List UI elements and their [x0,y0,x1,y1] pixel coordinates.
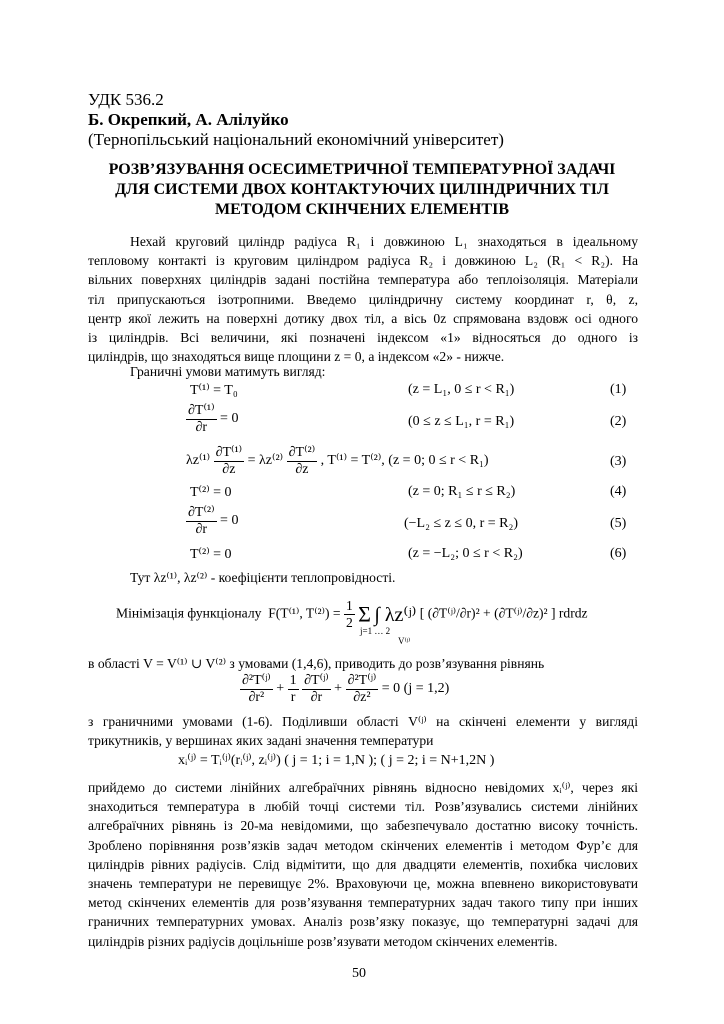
eq3-frac2-top: ∂T⁽²⁾ [288,445,316,460]
intro-line-4: тіл припускаються ізотропними. Введемо циліндричну систему координат r, θ, z, [88,291,638,307]
eq3-frac2-bottom: ∂z [295,462,309,477]
title-line-3: МЕТОДОМ СКІНЧЕНИХ ЕЛЕМЕНТІВ [215,201,509,218]
mesh-line-1: з граничними умовами (1-6). Поділивши області V⁽ʲ⁾ на скінчені елементи у вигляді [88,714,638,729]
laplace-equation [240,672,449,706]
mesh-formula: xᵢ⁽ʲ⁾ = Tᵢ⁽ʲ⁾(rᵢ⁽ʲ⁾, zᵢ⁽ʲ⁾) ( j = 1; i = 1,N ); ( j = 2; i = N+1,2N ) [178,753,495,768]
functional-half-bottom: 2 [345,615,353,630]
equation-2 [186,402,238,436]
lap-t3-top: ∂T⁽ʲ⁾ [304,673,329,688]
conclusion-line-3: алгебраїчних рівнянь із 20-ма невідомими, що забезпечувало достатню високу точність. [88,818,638,834]
lap-t2-bottom: r [290,689,296,705]
equation-6-number: (6) [610,546,627,561]
conclusion-line-6: значень температури не перевищує 2%. Враховуючи це, можна впевнено використовувати [88,876,638,892]
intro-line-6: із циліндрів. Всі величини, які позначені індексом «1» відносяться до одного із [88,330,638,346]
equation-5 [186,504,238,538]
conclusion-line-4: Зроблено порівняння розв’язків задач методом скінчених елементів і методом Фур’є для [88,837,638,853]
conclusion-line-9: циліндрів різних радіусів доцільніше розв’язувати методом скінчених елементів. [88,933,558,949]
equation-4-condition: (z = 0; R₁ ≤ r ≤ R₂) [408,484,516,499]
equation-6-condition: (z = −L₂; 0 ≤ r < R₂) [408,546,523,561]
lap-t4-top: ∂²T⁽ʲ⁾ [347,673,377,688]
functional-bracket: [ (∂T⁽ʲ⁾/∂r)² + (∂T⁽ʲ⁾/∂z)² ] rdrdz [419,605,588,621]
equation-3 [186,444,489,478]
equation-1-condition: (z = L₁, 0 ≤ r < R₁) [408,382,515,397]
equation-1-number: (1) [610,382,627,397]
integral-domain: V⁽ʲ⁾ [398,636,411,646]
equation-4-number: (4) [610,484,627,499]
conclusion-paragraph [88,778,638,951]
title-line-1: РОЗВ’ЯЗУВАННЯ ОСЕСИМЕТРИЧНОЇ ТЕМПЕРАТУРНОЇ ЗАДАЧІ [108,161,616,178]
lap-t3-bottom: ∂r [310,690,323,705]
intro-line-3: вільних поверхнях циліндрів задані постійна температура або теплоізоляція. Матеріали [88,272,638,288]
lap-rhs: = 0 (j = 1,2) [381,681,450,697]
intro-paragraph [88,232,638,366]
boundary-intro: Граничні умови матимуть вигляд: [130,364,326,379]
lambda-note: Тут λz⁽¹⁾, λz⁽²⁾ - коефіцієнти теплопровідності. [130,570,396,585]
lap-t4-bottom: ∂z² [353,690,371,705]
conclusion-line-2: знаходиться температура в любій точці системи тіл. Розв’язувались системи лінійних [88,799,638,815]
eq3-lambda1: λz⁽¹⁾ [186,453,211,469]
eq2-numerator: ∂T⁽¹⁾ [188,403,215,418]
title-line-2: ДЛЯ СИСТЕМИ ДВОХ КОНТАКТУЮЧИХ ЦИЛІНДРИЧНИХ ТІЛ [115,181,609,198]
conclusion-line-5: циліндрів рівних радіусів. Слід відмітити, що для двадцяти елементів, похибка числових [88,856,638,872]
eq5-denominator: ∂r [195,522,208,537]
equation-5-condition: (−L₂ ≤ z ≤ 0, r = R₂) [404,516,519,531]
eq5-numerator: ∂T⁽²⁾ [188,505,215,520]
authors: Б. Окрепкий, А. Алілуйко [88,110,289,129]
sum-symbol: Σ [358,601,371,627]
paper-title [80,160,644,220]
lap-plus-2: + [334,681,343,697]
conclusion-line-7: метод скінчених елементів для розв’язування температурних задач такого типу при інших [88,895,638,911]
lap-t2-top: 1 [289,672,297,688]
eq2-rhs: = 0 [220,411,239,427]
intro-line-5: центр якої лежить на поверхні дотику двох тіл, а вісь 0z спрямована вздовж осі одного [88,310,638,326]
equation-1-lhs: T⁽¹⁾ = T₀ [190,383,238,398]
functional-half-top: 1 [345,598,353,613]
eq2-denominator: ∂r [195,420,208,435]
intro-line-2: тепловому контакті із круговим циліндром радіуса R₂ і довжиною L₂ (R₁ < R₂). На [88,253,638,269]
equation-3-number: (3) [610,454,627,469]
page-number: 50 [352,966,366,981]
functional-label: Мінімізація функціоналу [116,605,262,621]
functional-lhs: F(T⁽¹⁾, T⁽²⁾) = [268,605,341,621]
intro-line-7: циліндрів, що знаходяться вище площини z = 0, а індексом «2» - нижче. [88,349,505,365]
conclusion-line-8: граничних температурних умовах. Аналіз розв’язку показує, що температурні задачі для [88,914,638,930]
equation-4-lhs: T⁽²⁾ = 0 [190,485,232,500]
eq3-mid: = λz⁽²⁾ [247,453,284,469]
sum-range: j=1 … 2 [360,626,391,636]
intro-line-1: Нехай круговий циліндр радіуса R₁ і довжиною L₁ знаходяться в ідеальному [130,234,638,249]
region-text: в області V = V⁽¹⁾ ∪ V⁽²⁾ з умовами (1,4,6), приводить до розв’язування рівнянь [88,656,545,671]
eq3-frac1-bottom: ∂z [222,462,236,477]
conclusion-line-1: прийдемо до системи лінійних алгебраїчних рівнянь відносно невідомих xᵢ⁽ʲ⁾, через які [88,780,638,795]
lap-plus-1: + [276,681,285,697]
affiliation: (Тернопільський національний економічний університет) [88,130,504,149]
lap-t1-bottom: ∂r² [248,690,265,705]
mesh-line-2: трикутників, у вершинах яких задані значення температури [88,733,434,749]
udc-code: УДК 536.2 [88,90,164,109]
eq3-rest: , T⁽¹⁾ = T⁽²⁾, (z = 0; 0 ≤ r < R₁) [320,453,489,469]
eq5-rhs: = 0 [220,513,239,529]
integral-term: ∫ λz⁽ʲ⁾ [374,604,417,626]
equation-2-condition: (0 ≤ z ≤ L₁, r = R₁) [408,414,515,429]
equation-5-number: (5) [610,516,627,531]
equation-6-lhs: T⁽²⁾ = 0 [190,547,232,562]
mesh-paragraph [88,712,638,750]
functional [116,598,588,631]
lap-t1-top: ∂²T⁽ʲ⁾ [242,673,271,688]
eq3-frac1-top: ∂T⁽¹⁾ [215,445,243,460]
equation-2-number: (2) [610,414,627,429]
